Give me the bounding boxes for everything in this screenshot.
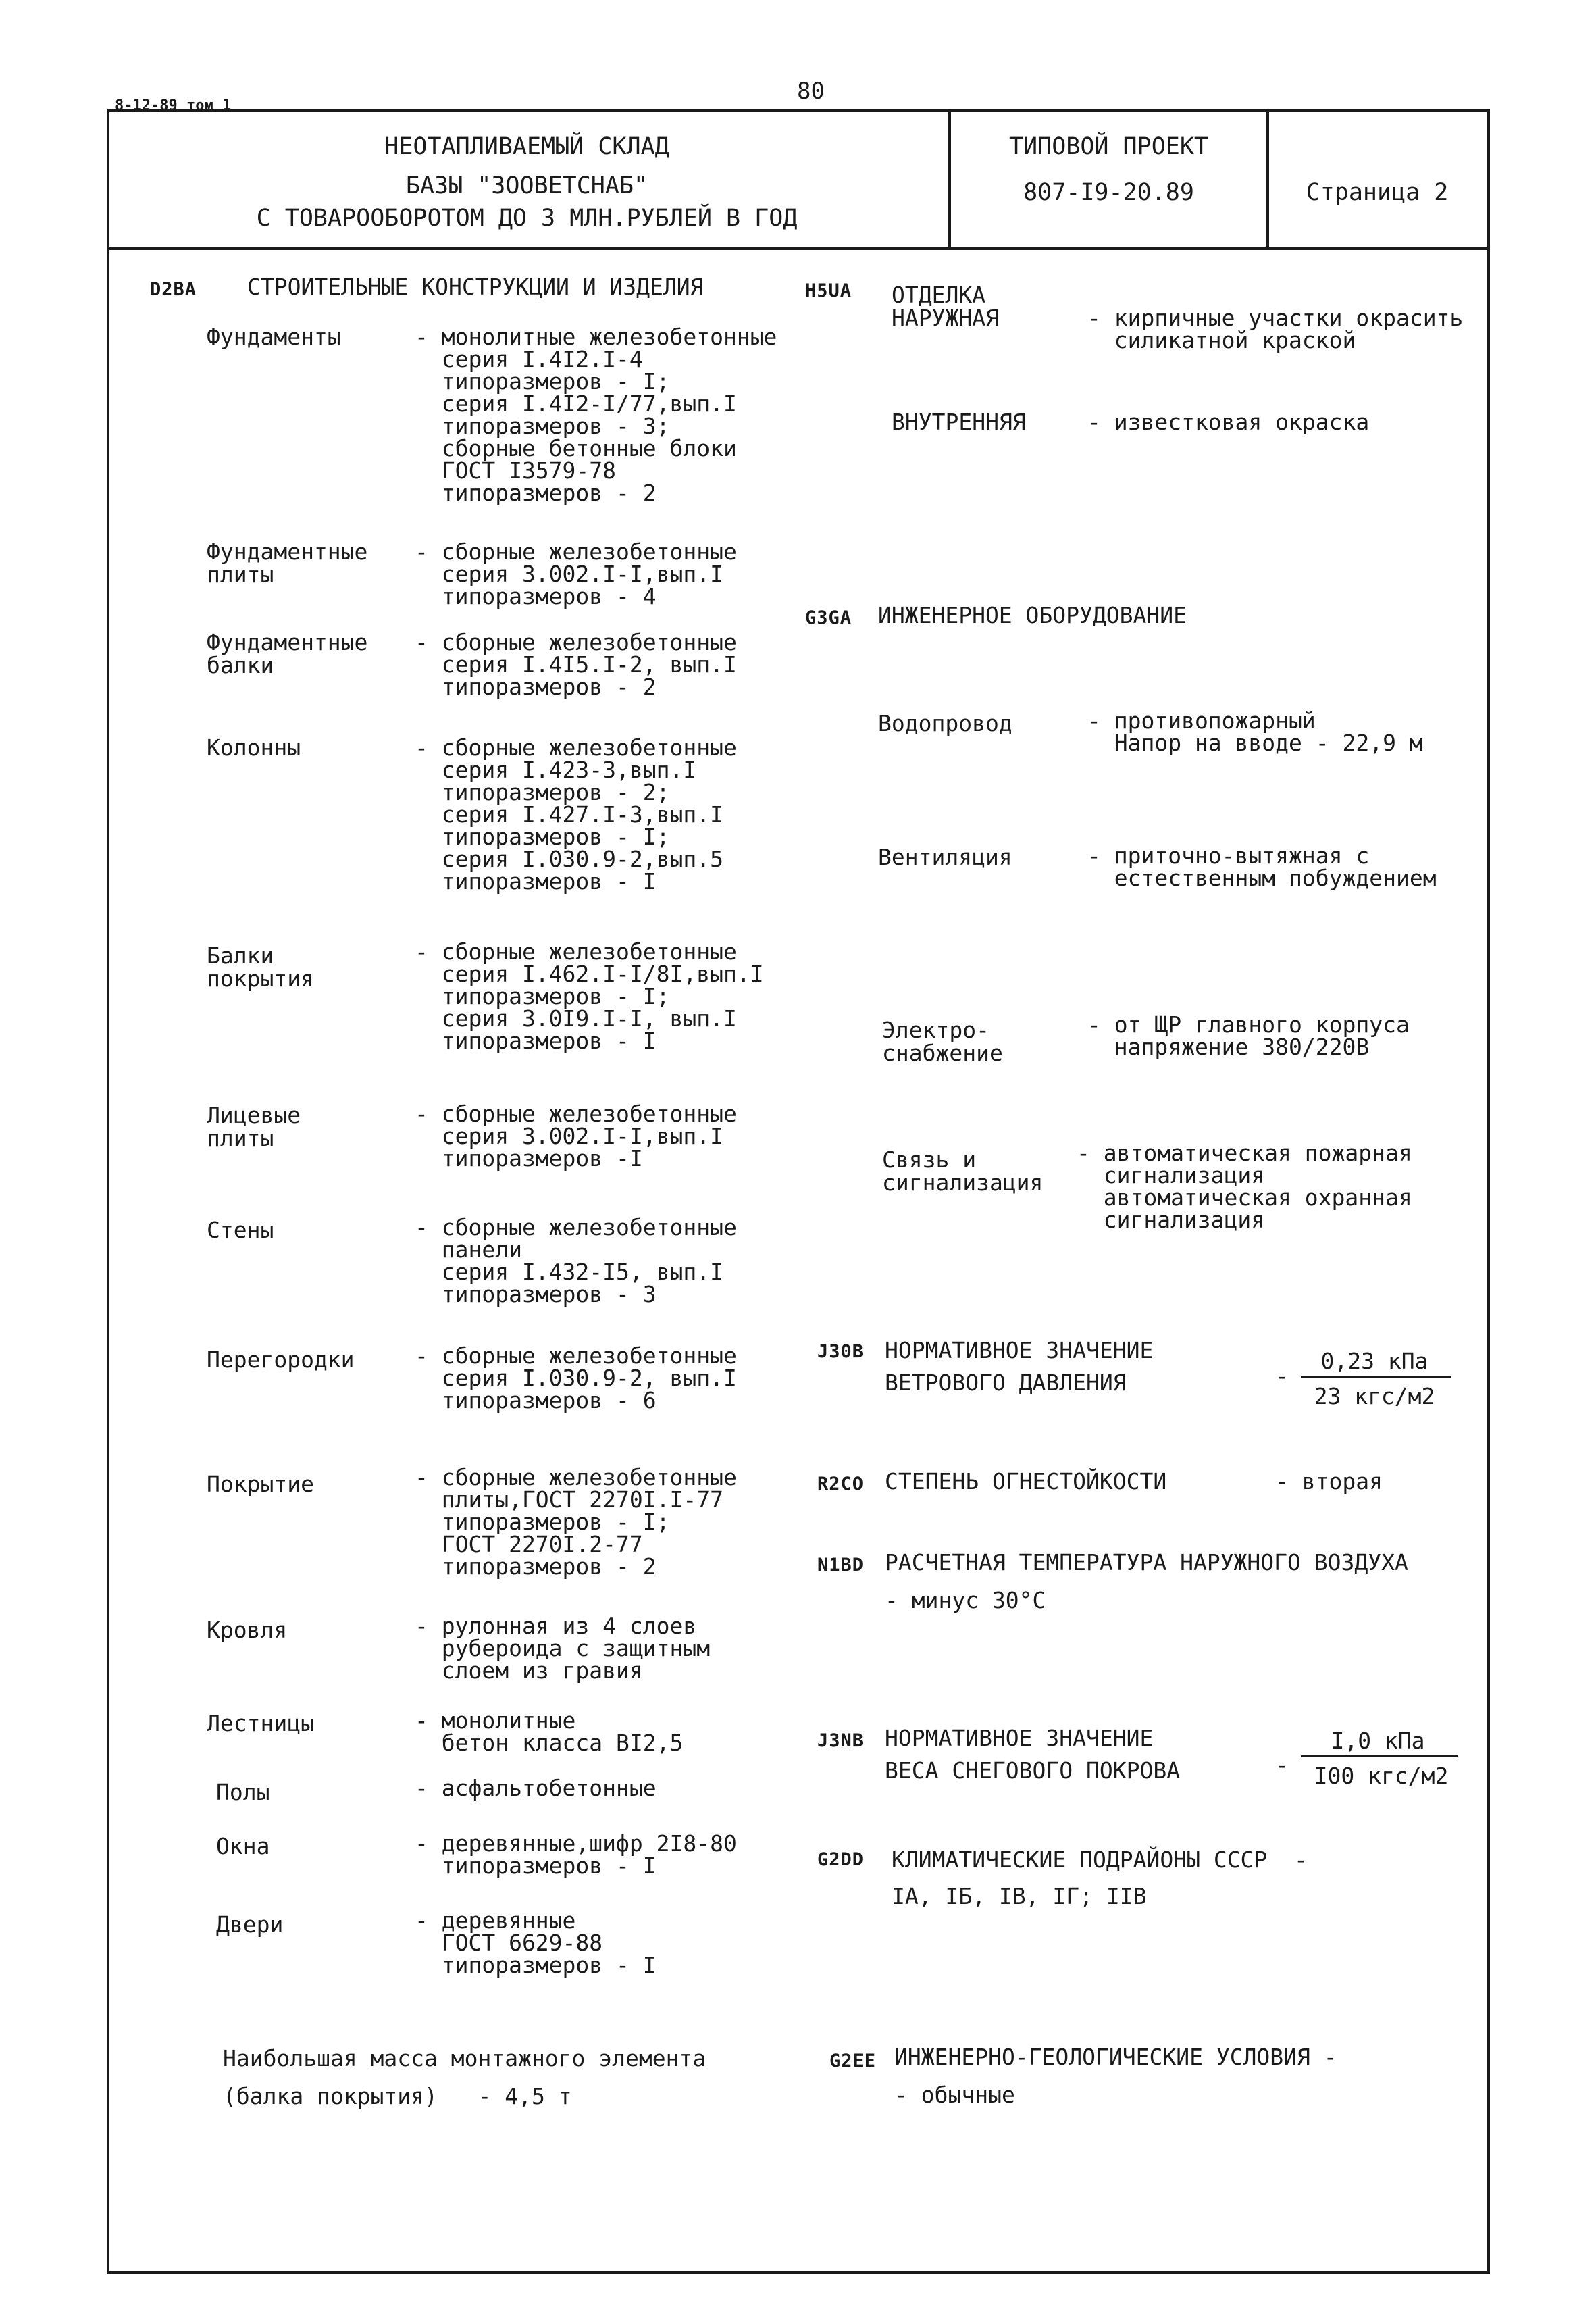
item-desc: - от ЩР главного корпуса напряжение 380/220В (1087, 1011, 1410, 1060)
item-desc: - сборные железобетонные серия I.462.I-I/8I,вып.I типоразмеров - I; серия 3.0I9.I-I, вып.I типоразмеров - I (415, 938, 764, 1054)
item-name: Лицевые плиты (207, 1102, 301, 1151)
wind-label-line-2: ВЕТРОВОГО ДАВЛЕНИЯ (885, 1369, 1127, 1396)
finish-code: H5UA (805, 280, 852, 301)
climate-label: КЛИМАТИЧЕСКИЕ ПОДРАЙОНЫ СССР - (892, 1846, 1308, 1873)
section-heading: СТРОИТЕЛЬНЫЕ КОНСТРУКЦИИ И ИЗДЕЛИЯ (247, 274, 704, 300)
item-name: Водопровод (878, 710, 1012, 736)
geology-value: - обычные (894, 2082, 1015, 2108)
title-block-divider-2 (1266, 109, 1269, 249)
item-desc: - сборные железобетонные серия I.4I5.I-2, вып.I типоразмеров - 2 (415, 629, 737, 700)
item-desc: - сборные железобетонные панели серия I.432-I5, вып.I типоразмеров - 3 (415, 1214, 737, 1307)
item-desc: - монолитные железобетонные серия I.4I2.I-4 типоразмеров - I; серия I.4I2-I/77,вып.I типоразмеров - 3; сборные бетонные блоки ГОСТ I3579-78 типоразмеров - 2 (415, 324, 777, 506)
item-name: Стены (207, 1217, 274, 1243)
item-name: Двери (216, 1911, 284, 1938)
fire-label: СТЕПЕНЬ ОГНЕСТОЙКОСТИ (885, 1468, 1167, 1494)
item-desc: - сборные железобетонные серия I.423-3,вып.I типоразмеров - 2; серия I.427.I-3,вып.I типоразмеров - I; серия I.030.9-2,вып.5 типоразмеров - I (415, 734, 737, 895)
wind-dash: - (1275, 1363, 1289, 1389)
project-label: ТИПОВОЙ ПРОЕКТ (1008, 133, 1208, 160)
item-name: Кровля (207, 1617, 288, 1643)
fire-code: R2CO (817, 1474, 865, 1494)
mass-note-line-2: (балка покрытия) - 4,5 т (223, 2083, 572, 2109)
interior-finish-name: ВНУТРЕННЯЯ (892, 409, 1026, 435)
item-desc: - автоматическая пожарная сигнализация автоматическая охранная сигнализация (1077, 1140, 1412, 1233)
wind-value-kpa: 0,23 кПа (1320, 1348, 1428, 1374)
item-desc: - деревянные ГОСТ 6629-88 типоразмеров - I (415, 1907, 657, 1978)
item-desc: - противопожарный Напор на вводе - 22,9 м (1087, 707, 1423, 756)
snow-dash: - (1275, 1752, 1289, 1778)
title-line-2: БАЗЫ "ЗООВЕТСНАБ" (405, 172, 648, 199)
item-name: Фундаментные плиты (207, 538, 368, 588)
section-code: D2BA (150, 279, 197, 300)
snow-label-line-1: НОРМАТИВНОЕ ЗНАЧЕНИЕ (885, 1725, 1154, 1751)
item-desc: - рулонная из 4 слоев рубероида с защитным слоем из гравия (415, 1613, 711, 1684)
temperature-code: N1BD (817, 1555, 865, 1576)
fire-value: - вторая (1275, 1468, 1383, 1494)
item-name: Фундаменты (207, 324, 341, 350)
title-line-1: НЕОТАПЛИВАЕМЫЙ СКЛАД (384, 133, 669, 160)
wind-fraction-bar (1301, 1376, 1451, 1378)
finish-heading: ОТДЕЛКА НАРУЖНАЯ (892, 282, 999, 331)
temperature-value: - минус 30°С (885, 1587, 1046, 1613)
item-desc: - сборные железобетонные серия I.030.9-2, вып.I типоразмеров - 6 (415, 1342, 737, 1413)
climate-value: IA, IБ, IB, IГ; IIB (892, 1883, 1147, 1909)
item-desc: - сборные железобетонные серия 3.002.I-I,вып.I типоразмеров -I (415, 1101, 737, 1172)
snow-code: J3NB (817, 1730, 865, 1751)
item-name: Окна (216, 1833, 270, 1859)
engineering-heading: ИНЖЕНЕРНОЕ ОБОРУДОВАНИЕ (878, 602, 1187, 628)
interior-finish-desc: - известковая окраска (1087, 409, 1370, 435)
geology-code: G2EE (829, 2051, 877, 2071)
item-name: Покрытие (207, 1471, 314, 1497)
snow-fraction-bar (1301, 1755, 1458, 1757)
geology-label: ИНЖЕНЕРНО-ГЕОЛОГИЧЕСКИЕ УСЛОВИЯ - (894, 2044, 1337, 2070)
item-name: Электро- снабжение (882, 1017, 1003, 1066)
title-block-divider-1 (948, 109, 951, 249)
temperature-label: РАСЧЕТНАЯ ТЕМПЕРАТУРА НАРУЖНОГО ВОЗДУХА (885, 1549, 1408, 1576)
item-name: Перегородки (207, 1347, 355, 1373)
snow-value-kgs: I00 кгс/м2 (1314, 1763, 1449, 1789)
item-name: Колонны (207, 734, 301, 761)
item-desc: - сборные железобетонные плиты,ГОСТ 2270I.I-77 типоразмеров - I; ГОСТ 2270I.2-77 типоразмеров - 2 (415, 1464, 737, 1580)
snow-value-kpa: I,0 кПа (1331, 1728, 1425, 1754)
item-name: Полы (216, 1779, 270, 1805)
item-name: Фундаментные балки (207, 629, 368, 678)
climate-code: G2DD (817, 1849, 865, 1870)
item-desc: - асфальтобетонные (415, 1775, 657, 1801)
snow-label-line-2: ВЕСА СНЕГОВОГО ПОКРОВА (885, 1757, 1181, 1784)
item-name: Связь и сигнализация (882, 1147, 1044, 1196)
exterior-finish-desc: - кирпичные участки окрасить силикатной краской (1087, 305, 1464, 353)
engineering-code: G3GA (805, 607, 852, 628)
page-label: Страница 2 (1306, 179, 1449, 206)
page-number: 80 (797, 78, 825, 105)
item-desc: - деревянные,шифр 2I8-80 типоразмеров - I (415, 1830, 737, 1879)
wind-code: J30B (817, 1341, 865, 1362)
wind-label-line-1: НОРМАТИВНОЕ ЗНАЧЕНИЕ (885, 1337, 1154, 1363)
item-desc: - сборные железобетонные серия 3.002.I-I,вып.I типоразмеров - 4 (415, 538, 737, 609)
wind-value-kgs: 23 кгс/м2 (1314, 1383, 1435, 1409)
mass-note-line-1: Наибольшая масса монтажного элемента (223, 2045, 706, 2071)
item-name: Вентиляция (878, 844, 1012, 870)
item-desc: - монолитные бетон класса BI2,5 (415, 1707, 684, 1756)
item-desc: - приточно-вытяжная с естественным побуждением (1087, 842, 1437, 891)
title-block-bottom-rule (107, 247, 1487, 250)
project-number: 807-I9-20.89 (1023, 179, 1194, 206)
title-line-3: С ТОВАРООБОРОТОМ ДО 3 МЛН.РУБЛЕЙ В ГОД (256, 205, 798, 232)
document-volume-id: 8-12-89 том 1 (115, 97, 232, 114)
item-name: Лестницы (207, 1710, 314, 1736)
item-name: Балки покрытия (207, 942, 314, 992)
